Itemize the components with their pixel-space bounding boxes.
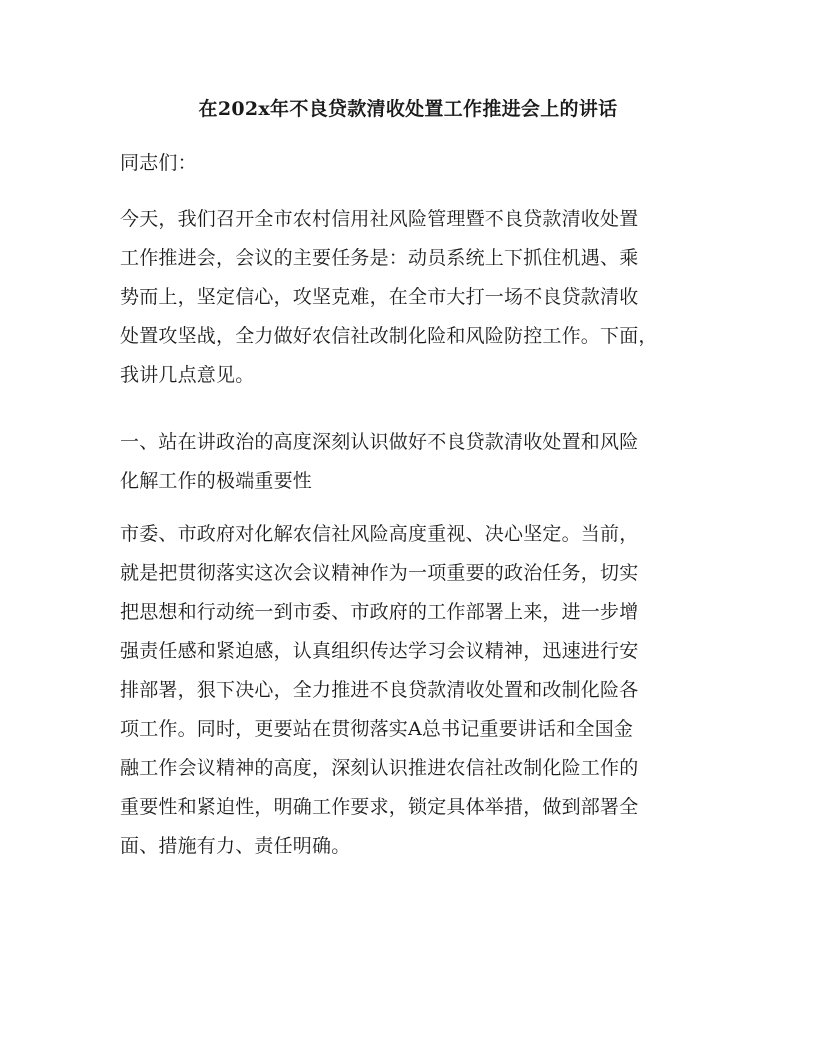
paragraph-line: 今天，我们召开全市农村信用社风险管理暨不良贷款清收处置 [120,208,639,230]
heading-line: 化解工作的极端重要性 [120,470,313,492]
paragraph-line: 排部署，狠下决心，全力推进不良贷款清收处置和改制化险各 [120,679,639,701]
paragraph-line: 工作推进会，会议的主要任务是：动员系统上下抓住机遇、乘 [120,247,639,269]
paragraph-line: 势而上，坚定信心，攻坚克难，在全市大打一场不良贷款清收 [120,286,639,308]
section-heading-1 [120,423,710,501]
greeting-text: 同志们： [120,152,197,174]
paragraph-line: 项工作。同时，更要站在贯彻落实A总书记重要讲话和全国金 [120,718,634,740]
paragraph-line: 把思想和行动统一到市委、市政府的工作部署上来，进一步增 [120,601,639,623]
document-title: 在202x年不良贷款清收处置工作推进会上的讲话 [198,98,618,120]
paragraph-line: 就是把贯彻落实这次会议精神作为一项重要的政治任务，切实 [120,562,639,584]
paragraph-line: 面、措施有力、责任明确。 [120,835,351,857]
section-1-paragraph [120,515,710,866]
greeting-paragraph [120,144,710,183]
intro-paragraph [120,200,710,395]
paragraph-line: 市委、市政府对化解农信社风险高度重视、决心坚定。当前， [120,523,639,545]
paragraph-line: 我讲几点意见。 [120,364,255,386]
paragraph-line: 处置攻坚战，全力做好农信社改制化险和风险防控工作。下面， [120,325,658,347]
paragraph-line: 强责任感和紧迫感，认真组织传达学习会议精神，迅速进行安 [120,640,639,662]
paragraph-line: 融工作会议精神的高度，深刻认识推进农信社改制化险工作的 [120,757,639,779]
heading-line: 一、站在讲政治的高度深刻认识做好不良贷款清收处置和风险 [120,431,639,453]
paragraph-line: 重要性和紧迫性，明确工作要求，锁定具体举措，做到部署全 [120,796,639,818]
